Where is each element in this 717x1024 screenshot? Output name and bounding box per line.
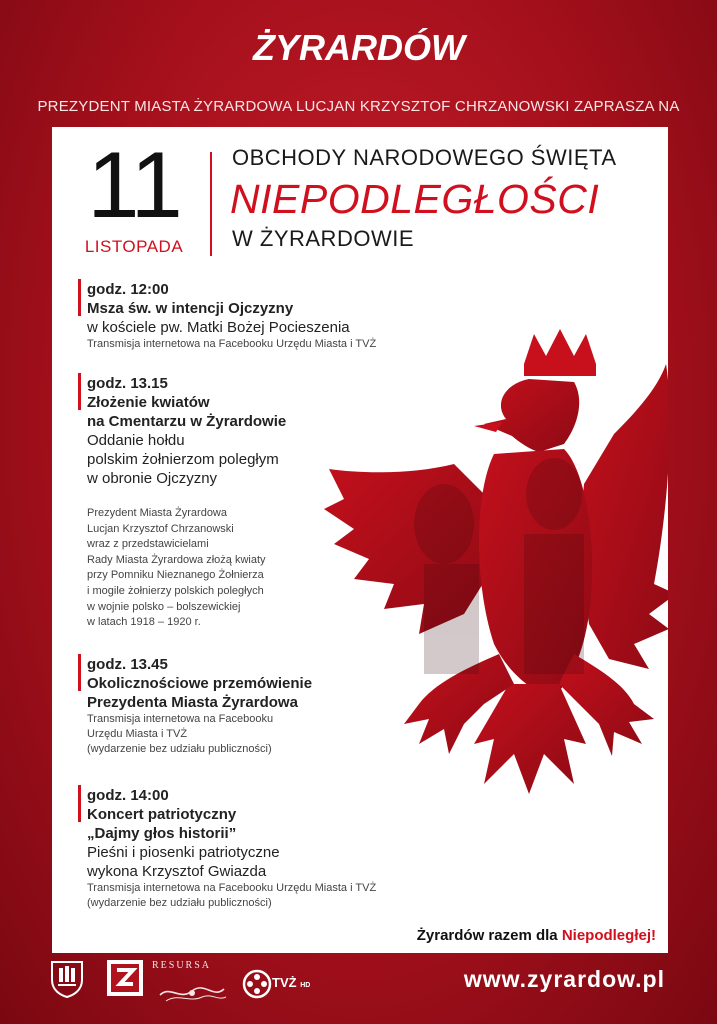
resursa-logo-icon bbox=[156, 972, 228, 1012]
event-desc: polskim żołnierzom poległym bbox=[87, 451, 279, 468]
event-name: „Dajmy głos historii” bbox=[87, 825, 237, 842]
invitation-line: PREZYDENT MIASTA ŻYRARDOWA LUCJAN KRZYSZTOF CHRZANOWSKI ZAPRASZA NA bbox=[37, 98, 680, 115]
event-item bbox=[78, 280, 376, 352]
title-line3: W ŻYRARDOWIE bbox=[232, 226, 414, 251]
content-panel bbox=[52, 127, 668, 953]
event-time: godz. 14:00 bbox=[78, 786, 376, 805]
resursa-label: RESURSA bbox=[152, 960, 212, 971]
event-time: godz. 13.45 bbox=[78, 655, 312, 674]
event-note: w wojnie polsko – bolszewickiej bbox=[87, 600, 241, 613]
event-desc: wykona Krzysztof Gwiazda bbox=[87, 863, 267, 880]
event-desc: w kościele pw. Matki Bożej Pocieszenia bbox=[87, 319, 350, 336]
event-name: Okolicznościowe przemówienie bbox=[87, 675, 313, 692]
tvz-label bbox=[272, 975, 310, 990]
event-note: i mogile żołnierzy polskich poległych bbox=[87, 584, 264, 597]
event-note: Lucjan Krzysztof Chrzanowski bbox=[87, 522, 234, 535]
city-crest-icon bbox=[50, 958, 84, 998]
event-note: Transmisja internetowa na Facebooku bbox=[87, 713, 274, 725]
event-item bbox=[78, 374, 286, 631]
event-note: w latach 1918 – 1920 r. bbox=[87, 616, 201, 629]
title-line1: OBCHODY NARODOWEGO ŚWIĘTA bbox=[232, 145, 617, 170]
slogan-part2: Niepodległej! bbox=[561, 927, 656, 944]
event-item bbox=[78, 786, 376, 911]
event-note: (wydarzenie bez udziału publiczności) bbox=[87, 743, 272, 755]
event-day: 11 bbox=[87, 132, 181, 237]
zyrardow-logo bbox=[0, 22, 717, 72]
event-note: Urzędu Miasta i TVŻ bbox=[87, 728, 188, 740]
logo-wordmark: ŻYRARDÓW bbox=[252, 27, 465, 68]
event-name: Msza św. w intencji Ojczyzny bbox=[87, 300, 294, 317]
event-desc: Pieśni i piosenki patriotyczne bbox=[87, 844, 280, 861]
event-time: godz. 13.15 bbox=[78, 374, 286, 393]
event-note: przy Pomniku Nieznanego Żołnierza bbox=[87, 569, 264, 582]
event-note: Rady Miasta Żyrardowa złożą kwiaty bbox=[87, 553, 266, 566]
event-note: Transmisja internetowa na Facebooku Urzędu Miasta i TVŻ bbox=[87, 338, 377, 350]
event-desc: Oddanie hołdu bbox=[87, 432, 185, 449]
film-reel-icon bbox=[242, 964, 272, 1004]
event-note: Prezydent Miasta Żyrardowa bbox=[87, 507, 227, 519]
event-item bbox=[78, 655, 312, 757]
event-time: godz. 12:00 bbox=[78, 280, 376, 299]
slogan bbox=[417, 927, 656, 944]
event-name: na Cmentarzu w Żyrardowie bbox=[87, 413, 287, 430]
event-name: Złożenie kwiatów bbox=[87, 394, 210, 411]
date-divider bbox=[210, 152, 212, 256]
event-note: (wydarzenie bez udziału publiczności) bbox=[87, 897, 272, 909]
website-link[interactable]: www.zyrardow.pl bbox=[463, 966, 665, 992]
z-square-logo-icon bbox=[106, 958, 144, 998]
tvz-hd: HD bbox=[300, 982, 311, 989]
event-desc: w obronie Ojczyzny bbox=[87, 470, 218, 487]
event-name: Prezydenta Miasta Żyrardowa bbox=[87, 694, 298, 711]
tvz-name: TVŻ bbox=[272, 975, 297, 990]
event-note: wraz z przedstawicielami bbox=[87, 538, 209, 551]
event-name: Koncert patriotyczny bbox=[87, 806, 237, 823]
title-main: NIEPODLEGŁOŚCI bbox=[230, 176, 600, 222]
slogan-part1: Żyrardów razem dla bbox=[416, 927, 562, 944]
event-note: Transmisja internetowa na Facebooku Urzędu Miasta i TVŻ bbox=[87, 882, 377, 894]
event-month: LISTOPADA bbox=[84, 237, 184, 256]
